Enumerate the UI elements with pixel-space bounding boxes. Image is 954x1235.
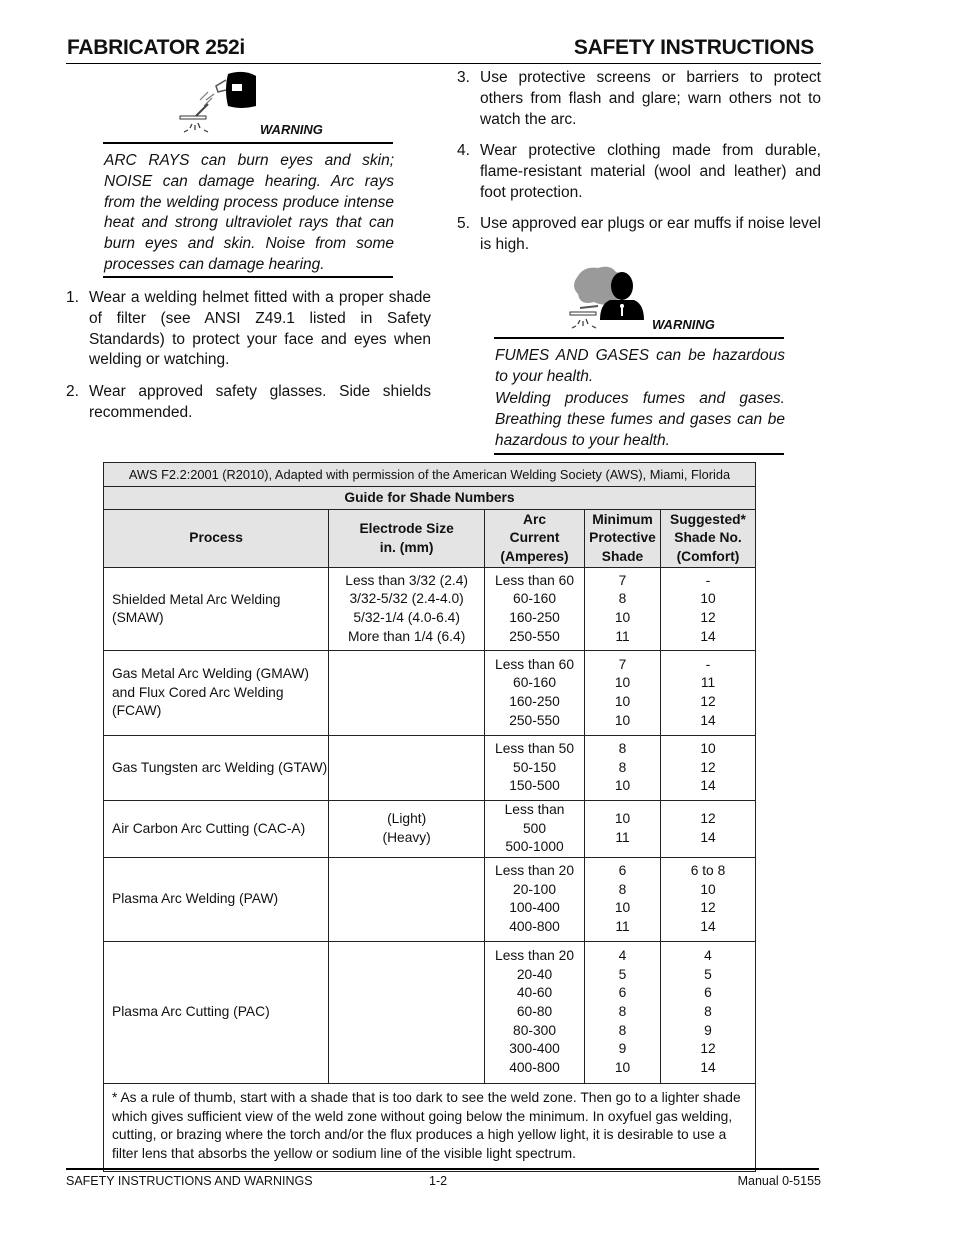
current-value: Less than 20 [495,863,575,879]
min-value: 10 [614,811,631,827]
current-value: 250-550 [509,628,560,644]
footer-rule [66,1168,819,1170]
min-value: 7 [618,656,627,672]
suggested-value: 12 [700,811,716,827]
suggested-cell [660,651,755,736]
current-cell [485,736,585,801]
min-value: 8 [618,591,627,607]
list-text: Use protective screens or barriers to protect others from flash and glare; warn others not to watch the arc. [480,69,821,128]
column-header: Minimum Protective Shade [585,510,661,568]
min-value: 6 [618,863,627,879]
suggested-value: 14 [700,628,716,644]
suggested-value: 10 [700,881,716,897]
suggested-value: 12 [700,1041,716,1057]
suggested-cell [660,736,755,801]
current-value: 60-160 [513,591,556,607]
min-cell [585,736,661,801]
warning-arc-rays-text: ARC RAYS can burn eyes and skin; NOISE can damage hearing. Arc rays from the welding process produce intense heat and strong ultraviolet rays that can burn eyes and skin. Noise from some processes can damage hearing. [104,152,394,273]
current-value: Less than 20 [495,948,575,964]
warning-top-rule [494,337,784,339]
table-row [104,941,756,1083]
list-item [66,382,431,424]
current-cell [485,568,585,651]
shade-guide-table [103,462,756,1172]
process-cell: Gas Tungsten arc Welding (GTAW) [104,736,329,801]
suggested-value: 14 [700,712,716,728]
warning-label: WARNING [652,317,715,332]
table-row [104,736,756,801]
suggested-cell [660,568,755,651]
min-value: 10 [614,675,631,691]
current-value: 400-800 [509,918,560,934]
welding-helmet-icon [178,70,262,136]
min-value: 8 [618,881,627,897]
table-row [104,651,756,736]
current-value: Less than [504,802,565,817]
suggested-value: - [705,656,711,672]
suggested-value: 11 [700,675,716,691]
electrode-value: 3/32-5/32 (2.4-4.0) [349,591,464,607]
suggested-value: - [705,572,711,588]
electrode-cell [329,568,485,651]
table-row [104,801,756,858]
min-cell [585,801,661,858]
min-cell [585,857,661,941]
process-cell: Gas Metal Arc Welding (GMAW) and Flux Cored Arc Welding (FCAW) [104,651,329,736]
current-value: 20-40 [516,966,553,982]
list-item [66,288,431,372]
min-cell [585,651,661,736]
fumes-warning-icon [566,264,650,332]
footer-section-name: SAFETY INSTRUCTIONS AND WARNINGS [66,1174,313,1188]
list-text: Wear approved safety glasses. Side shields recommended. [89,383,431,421]
list-number: 1. [66,289,79,306]
current-value: 20-100 [513,881,556,897]
process-cell: Air Carbon Arc Cutting (CAC-A) [104,801,329,858]
min-value: 10 [614,610,631,625]
suggested-value: 6 to 8 [690,863,726,879]
electrode-value: More than 1/4 (6.4) [347,628,466,644]
table-source-note: AWS F2.2:2001 (R2010), Adapted with permission of the American Welding Society (AWS), Miami, Florida [104,463,756,487]
list-number: 3. [457,69,470,86]
min-value: 10 [614,778,631,794]
current-value: 60-160 [513,675,556,691]
electrode-value: 5/32-1/4 (4.0-6.4) [353,610,460,625]
warning-label: WARNING [260,122,323,137]
list-text: Wear a welding helmet fitted with a proper shade of filter (see ANSI Z49.1 listed in Safety Standards) to protect your face and eyes when welding or watching. [89,289,431,369]
table-footnote: * As a rule of thumb, start with a shade that is too dark to see the weld zone. Then go to a lighter shade which gives sufficient view of the weld zone without going below the minimum. In oxyfuel gas welding, cutting, or brazing where the torch and/or the flux produces a high yellow light, it is desirable to use a filter lens that absorbs the yellow or sodium line of the visible light spectrum. [104,1083,756,1171]
min-value: 8 [618,741,627,757]
min-value: 10 [614,694,631,709]
suggested-value: 9 [704,1022,712,1038]
list-item [457,68,821,131]
current-value: Less than 60 [495,656,575,672]
process-cell: Shielded Metal Arc Welding (SMAW) [104,568,329,651]
suggested-value: 10 [700,741,716,757]
electrode-value: Less than 3/32 (2.4) [345,572,468,588]
electrode-cell [329,736,485,801]
suggested-value: 14 [700,1059,716,1075]
min-value: 4 [618,948,627,964]
current-value: 60-80 [516,1003,553,1019]
min-value: 8 [618,759,627,775]
warning-fumes-detail: Welding produces fumes and gases. Breathing these fumes and gases can be hazardous to your health. [495,390,785,449]
suggested-cell [660,801,755,858]
electrode-value: (Light) [387,811,427,827]
header-rule [66,63,821,64]
page-number: 1-2 [429,1174,448,1188]
suggested-value: 12 [700,900,716,916]
manual-number: Manual 0-5155 [737,1174,821,1188]
column-header: Process [104,510,329,568]
min-value: 10 [614,1059,631,1075]
min-value: 11 [615,829,630,845]
current-cell [485,801,585,858]
suggested-value: 14 [700,778,716,794]
min-value: 6 [618,985,627,1001]
min-cell [585,941,661,1083]
current-cell [485,857,585,941]
list-number: 2. [66,383,79,400]
suggested-value: 14 [700,829,716,845]
min-value: 10 [614,900,631,916]
column-header: Suggested* Shade No. (Comfort) [660,510,755,568]
electrode-cell [329,651,485,736]
list-text: Wear protective clothing made from durable, flame-resistant material (wool and leather) and foot protection. [480,142,821,201]
process-cell: Plasma Arc Cutting (PAC) [104,941,329,1083]
table-title: Guide for Shade Numbers [104,487,756,510]
list-item [457,141,821,204]
electrode-cell [329,801,485,858]
min-value: 9 [618,1041,627,1057]
min-value: 11 [615,918,630,934]
suggested-value: 6 [704,985,712,1001]
current-value: Less than 50 [495,741,575,757]
min-value: 10 [614,712,631,728]
suggested-value: 10 [700,591,716,607]
table-row [104,568,756,651]
current-value: 160-250 [509,694,560,709]
current-value: 50-150 [513,759,556,775]
document-title: FABRICATOR 252i [67,36,245,59]
table-header-row [104,510,756,568]
current-value: 500 [523,820,547,836]
current-value: 250-550 [509,712,560,728]
current-value: 500-1000 [505,839,564,855]
current-cell [485,651,585,736]
suggested-cell [660,941,755,1083]
warning-fumes-text: FUMES AND GASES can be hazardous to your health. [495,347,785,385]
suggested-value: 8 [704,1003,712,1019]
current-value: 160-250 [509,610,560,625]
suggested-value: 12 [700,694,716,709]
current-cell [485,941,585,1083]
current-value: 40-60 [516,985,553,1001]
electrode-value: (Heavy) [382,829,431,845]
min-cell [585,568,661,651]
suggested-value: 12 [700,759,716,775]
suggested-value: 5 [704,966,712,982]
electrode-cell [329,941,485,1083]
min-value: 8 [618,1022,627,1038]
suggested-value: 12 [700,610,716,625]
current-value: 300-400 [509,1041,560,1057]
electrode-cell [329,857,485,941]
warning-top-rule [103,142,393,144]
current-value: 150-500 [509,778,560,794]
list-number: 4. [457,142,470,159]
table-row [104,857,756,941]
min-value: 7 [618,572,627,588]
min-value: 11 [615,628,630,644]
current-value: Less than 60 [495,572,575,588]
list-text: Use approved ear plugs or ear muffs if noise level is high. [480,215,821,253]
suggested-value: 14 [700,918,716,934]
warning-bottom-rule [494,453,784,455]
list-item [457,214,821,256]
process-cell: Plasma Arc Welding (PAW) [104,857,329,941]
current-value: 100-400 [509,900,560,916]
warning-bottom-rule [103,276,393,278]
suggested-value: 4 [704,948,712,964]
column-header: Arc Current (Amperes) [485,510,585,568]
list-number: 5. [457,215,470,232]
suggested-cell [660,857,755,941]
column-header: Electrode Size in. (mm) [329,510,485,568]
current-value: 80-300 [513,1022,556,1038]
current-value: 400-800 [509,1059,560,1075]
section-title: SAFETY INSTRUCTIONS [573,36,814,59]
min-value: 8 [618,1003,627,1019]
min-value: 5 [618,966,627,982]
